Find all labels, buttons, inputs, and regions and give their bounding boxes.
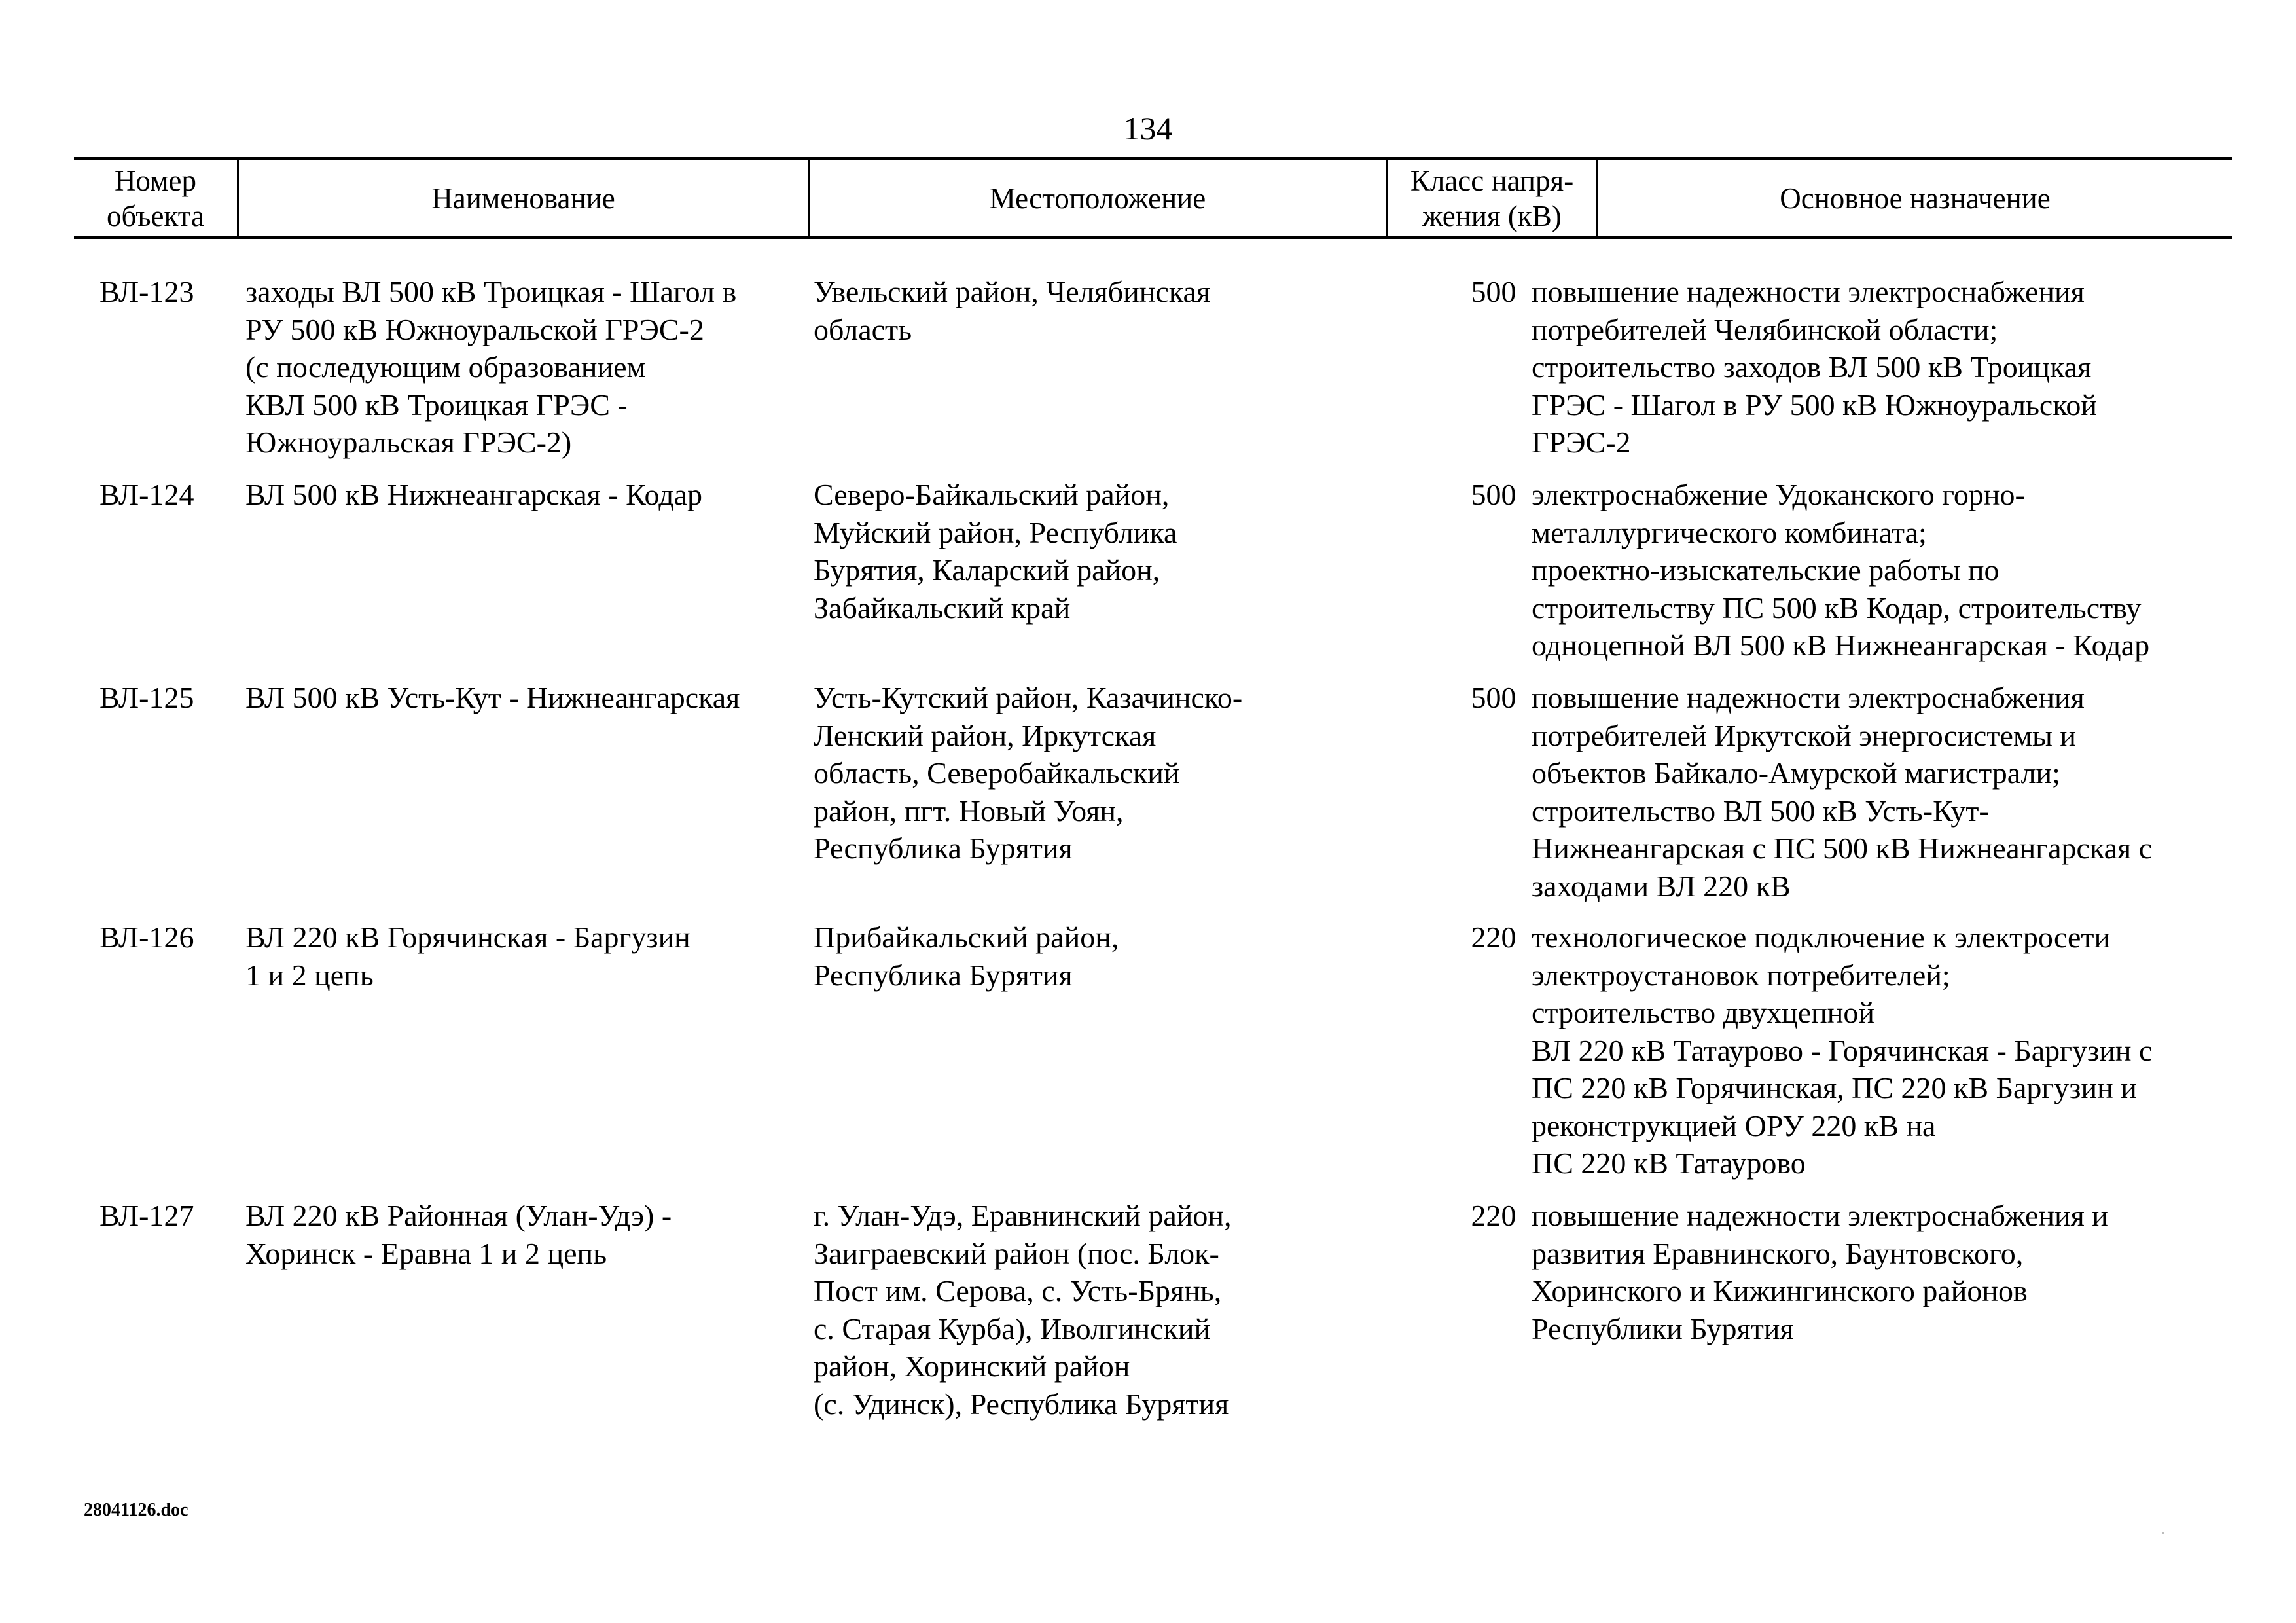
cell-location: Северо-Байкальский район, Муйский район, Республика Бурятия, Каларский район, Забайкальский край [814, 478, 1177, 625]
cell-name: заходы ВЛ 500 кВ Троицкая - Шагол в РУ 500 кВ Южноуральской ГРЭС-2 (с последующим образованием КВЛ 500 кВ Троицкая ГРЭС - Южноуральская ГРЭС-2) [245, 275, 737, 459]
cell-voltage: 220 [1471, 921, 1516, 954]
cell-purpose: технологическое подключение к электросети электроустановок потребителей; строительство двухцепной ВЛ 220 кВ Татаурово - Горячинская - Баргузин с ПС 220 кВ Горячинская, ПС 220 кВ Баргузин и реконструкцией ОРУ 220 кВ на ПС 220 кВ Татаурово [1532, 921, 2153, 1180]
header-voltage: Класс напря- жения (кВ) [1410, 164, 1574, 232]
cell-purpose: повышение надежности электроснабжения и развития Еравнинского, Баунтовского, Хоринского и Кижингинского районов Республики Бурятия [1532, 1199, 2108, 1345]
cell-voltage: 500 [1471, 275, 1516, 308]
cell-location: г. Улан-Удэ, Еравнинский район, Заиграевский район (пос. Блок- Пост им. Серова, с. Усть-Брянь, с. Старая Курба), Иволгинский район, Хоринский район (с. Удинск), Республика Бурятия [814, 1199, 1232, 1421]
cell-number: ВЛ-124 [99, 478, 194, 511]
cell-purpose: электроснабжение Удоканского горно- металлургического комбината; проектно-изыскательские работы по строительству ПС 500 кВ Кодар, строительству одноцепной ВЛ 500 кВ Нижнеангарская - Кодар [1532, 478, 2150, 662]
cell-location: Усть-Кутский район, Казачинско- Ленский район, Иркутская область, Северобайкальский район, пгт. Новый Уоян, Республика Бурятия [814, 681, 1243, 865]
cell-number: ВЛ-127 [99, 1199, 194, 1232]
header-name: Наименование [431, 181, 615, 215]
cell-voltage: 500 [1471, 478, 1516, 511]
cell-location: Увельский район, Челябинская область [814, 275, 1211, 346]
header-purpose: Основное назначение [1780, 181, 2051, 215]
header-location: Местоположение [989, 181, 1206, 215]
document-file-reference: 28041126.doc [84, 1500, 188, 1520]
cell-purpose: повышение надежности электроснабжения потребителей Иркутской энергосистемы и объектов Байкало-Амурской магистрали; строительство ВЛ 500 кВ Усть-Кут- Нижнеангарская с ПС 500 кВ Нижнеангарская с заходами ВЛ 220 кВ [1532, 681, 2153, 903]
cell-purpose: повышение надежности электроснабжения потребителей Челябинской области; строительство заходов ВЛ 500 кВ Троицкая ГРЭС - Шагол в РУ 500 кВ Южноуральской ГРЭС-2 [1532, 275, 2097, 459]
cell-voltage: 500 [1471, 681, 1516, 714]
cell-name: ВЛ 220 кВ Горячинская - Баргузин 1 и 2 цепь [245, 921, 691, 992]
cell-number: ВЛ-125 [99, 681, 194, 714]
cell-name: ВЛ 220 кВ Районная (Улан-Удэ) - Хоринск - Еравна 1 и 2 цепь [245, 1199, 672, 1270]
cell-number: ВЛ-126 [99, 921, 194, 954]
table-header [74, 157, 2232, 239]
cell-name: ВЛ 500 кВ Усть-Кут - Нижнеангарская [245, 681, 740, 714]
scan-speck [2162, 1532, 2164, 1534]
header-number: Номер объекта [107, 164, 204, 232]
cell-number: ВЛ-123 [99, 275, 194, 308]
cell-name: ВЛ 500 кВ Нижнеангарская - Кодар [245, 478, 703, 511]
page-number: 134 [1123, 110, 1173, 147]
cell-location: Прибайкальский район, Республика Бурятия [814, 921, 1119, 992]
objects-table [74, 157, 2232, 1421]
cell-voltage: 220 [1471, 1199, 1516, 1232]
